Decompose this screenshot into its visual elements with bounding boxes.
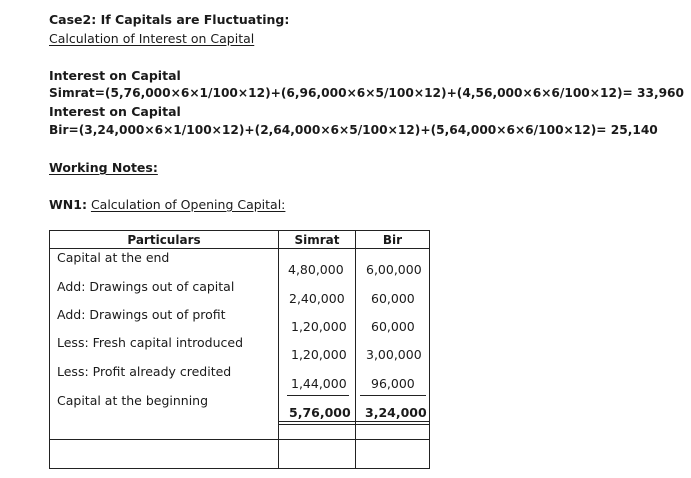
wn1-title: Calculation of Opening Capital: [90,197,286,212]
header-bir: Bir [356,231,430,249]
table-footer-row [50,440,430,469]
simrat-value-capital-end: 4,80,000 [288,262,344,277]
simrat-value-drawings-profit: 1,20,000 [291,319,347,334]
simrat-value-drawings-capital: 2,40,000 [289,291,345,306]
bir-value-profit-credited: 96,000 [371,376,415,391]
particular-capital-end: Capital at the end [57,250,170,265]
header-simrat: Simrat [279,231,356,249]
subtotal-rule-bir [360,395,426,396]
particular-capital-beginning: Capital at the beginning [57,393,209,408]
working-notes-heading: Working Notes: [49,160,158,175]
particular-add-drawings-profit: Add: Drawings out of profit [57,307,226,322]
bir-value-capital-end: 6,00,000 [366,262,422,277]
case-heading: Case2: If Capitals are Fluctuating: [49,12,290,27]
wn1-prefix: WN1: [49,197,87,212]
footer-empty-particulars [50,440,279,469]
particular-less-profit-credited: Less: Profit already credited [57,364,232,379]
total-rule-top [279,421,429,422]
simrat-value-profit-credited: 1,44,000 [291,376,347,391]
footer-empty-bir [356,440,430,469]
subtotal-rule-simrat [287,395,349,396]
wn1-heading [49,197,285,212]
bir-interest-formula: Bir=(3,24,000×6×1/100×12)+(2,64,000×6×5/100×12)+(5,64,000×6×6/100×12)= 25,140 [49,123,658,137]
simrat-interest-formula: Simrat=(5,76,000×6×1/100×12)+(6,96,000×6×5/100×12)+(4,56,000×6×6/100×12)= 33,960 [49,86,685,100]
simrat-interest-label: Interest on Capital [49,68,181,83]
bir-value-fresh-capital: 3,00,000 [366,347,422,362]
footer-empty-simrat [279,440,356,469]
particular-less-fresh-capital: Less: Fresh capital introduced [57,335,243,350]
bir-total-capital-beginning: 3,24,000 [365,405,427,420]
bir-interest-label: Interest on Capital [49,104,181,119]
particular-add-drawings-capital: Add: Drawings out of capital [57,279,235,294]
simrat-value-fresh-capital: 1,20,000 [291,347,347,362]
table-header-row [50,231,430,249]
header-particulars: Particulars [50,231,279,249]
simrat-total-capital-beginning: 5,76,000 [289,405,351,420]
bir-value-drawings-capital: 60,000 [371,291,415,306]
total-rule-bottom [279,424,429,425]
bir-value-drawings-profit: 60,000 [371,319,415,334]
case-subheading: Calculation of Interest on Capital [49,31,255,46]
